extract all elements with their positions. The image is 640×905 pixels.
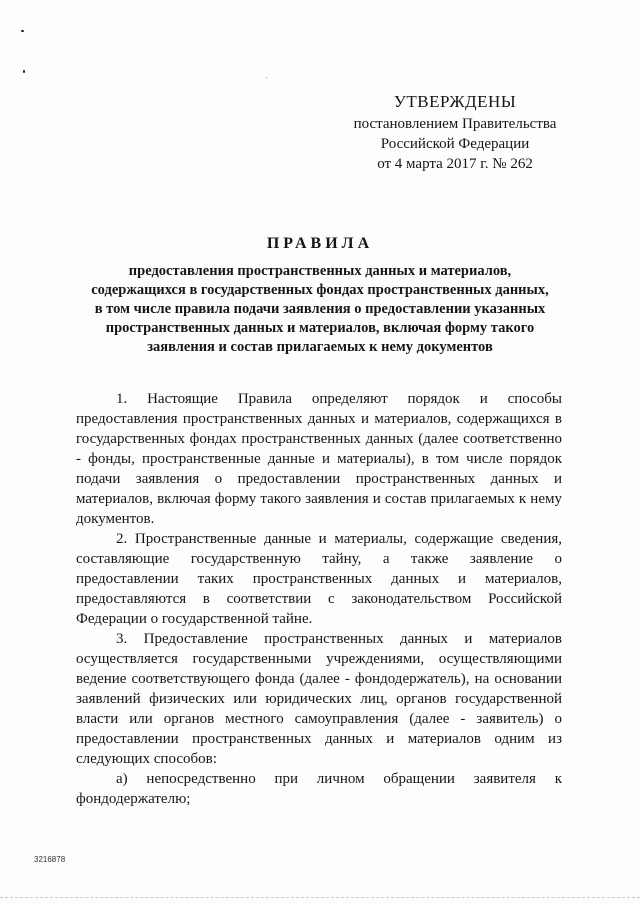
approval-heading: УТВЕРЖДЕНЫ <box>393 92 517 111</box>
subtitle-line: заявления и состав прилагаемых к нему документов <box>147 339 493 355</box>
paragraph-3: 3. Предоставление пространственных данных и материалов осуществляется государственными учреждениями, осуществляющими ведение соответствующего фонда (далее - фондодержатель), на основании заявлений физических или юридических лиц, органов государственной власти или органов местного самоуправления (далее - заявитель) о предоставлении пространственных данных и материалов одним из следующих способов: <box>76 631 562 767</box>
subtitle-line: в том числе правила подачи заявления о предоставлении указанных <box>94 301 546 317</box>
subtitle-line: содержащихся в государственных фондах пространственных данных, <box>91 282 549 298</box>
paragraph-2: 2. Пространственные данные и материалы, содержащие сведения, составляющие государственную тайну, а также заявление о предоставлении таких пространственных данных и материалов, предоставляются в соответствии с законодательством Российской Федерации о государственной тайне. <box>76 531 562 627</box>
approval-block <box>340 92 570 174</box>
document-body <box>76 389 562 809</box>
approval-line: Российской Федерации <box>380 136 530 152</box>
approval-line: постановлением Правительства <box>353 116 557 132</box>
approval-date-line: от 4 марта 2017 г. № 262 <box>377 156 533 172</box>
paragraph-3a: а) непосредственно при личном обращении заявителя к фондодержателю; <box>76 771 562 807</box>
scan-speck <box>21 30 24 32</box>
document-title: ПРАВИЛА <box>266 235 374 252</box>
scan-speck <box>266 77 267 78</box>
scan-speck <box>23 70 25 73</box>
subtitle-line: предоставления пространственных данных и материалов, <box>128 263 512 279</box>
paragraph-1: 1. Настоящие Правила определяют порядок и способы предоставления пространственных данных и материалов, содержащихся в государственных фондах пространственных данных (далее соответственно - фонды, пространственные данные и материалы), в том числе порядок подачи заявления о предоставлении пространственных данных и материалов, включая форму такого заявления и состав прилагаемых к нему документов. <box>76 391 562 527</box>
footer-document-number: 3216878 <box>34 855 66 864</box>
scan-edge-artifact <box>0 897 640 899</box>
subtitle-line: пространственных данных и материалов, включая форму такого <box>105 320 535 336</box>
document-subtitle <box>70 262 570 357</box>
